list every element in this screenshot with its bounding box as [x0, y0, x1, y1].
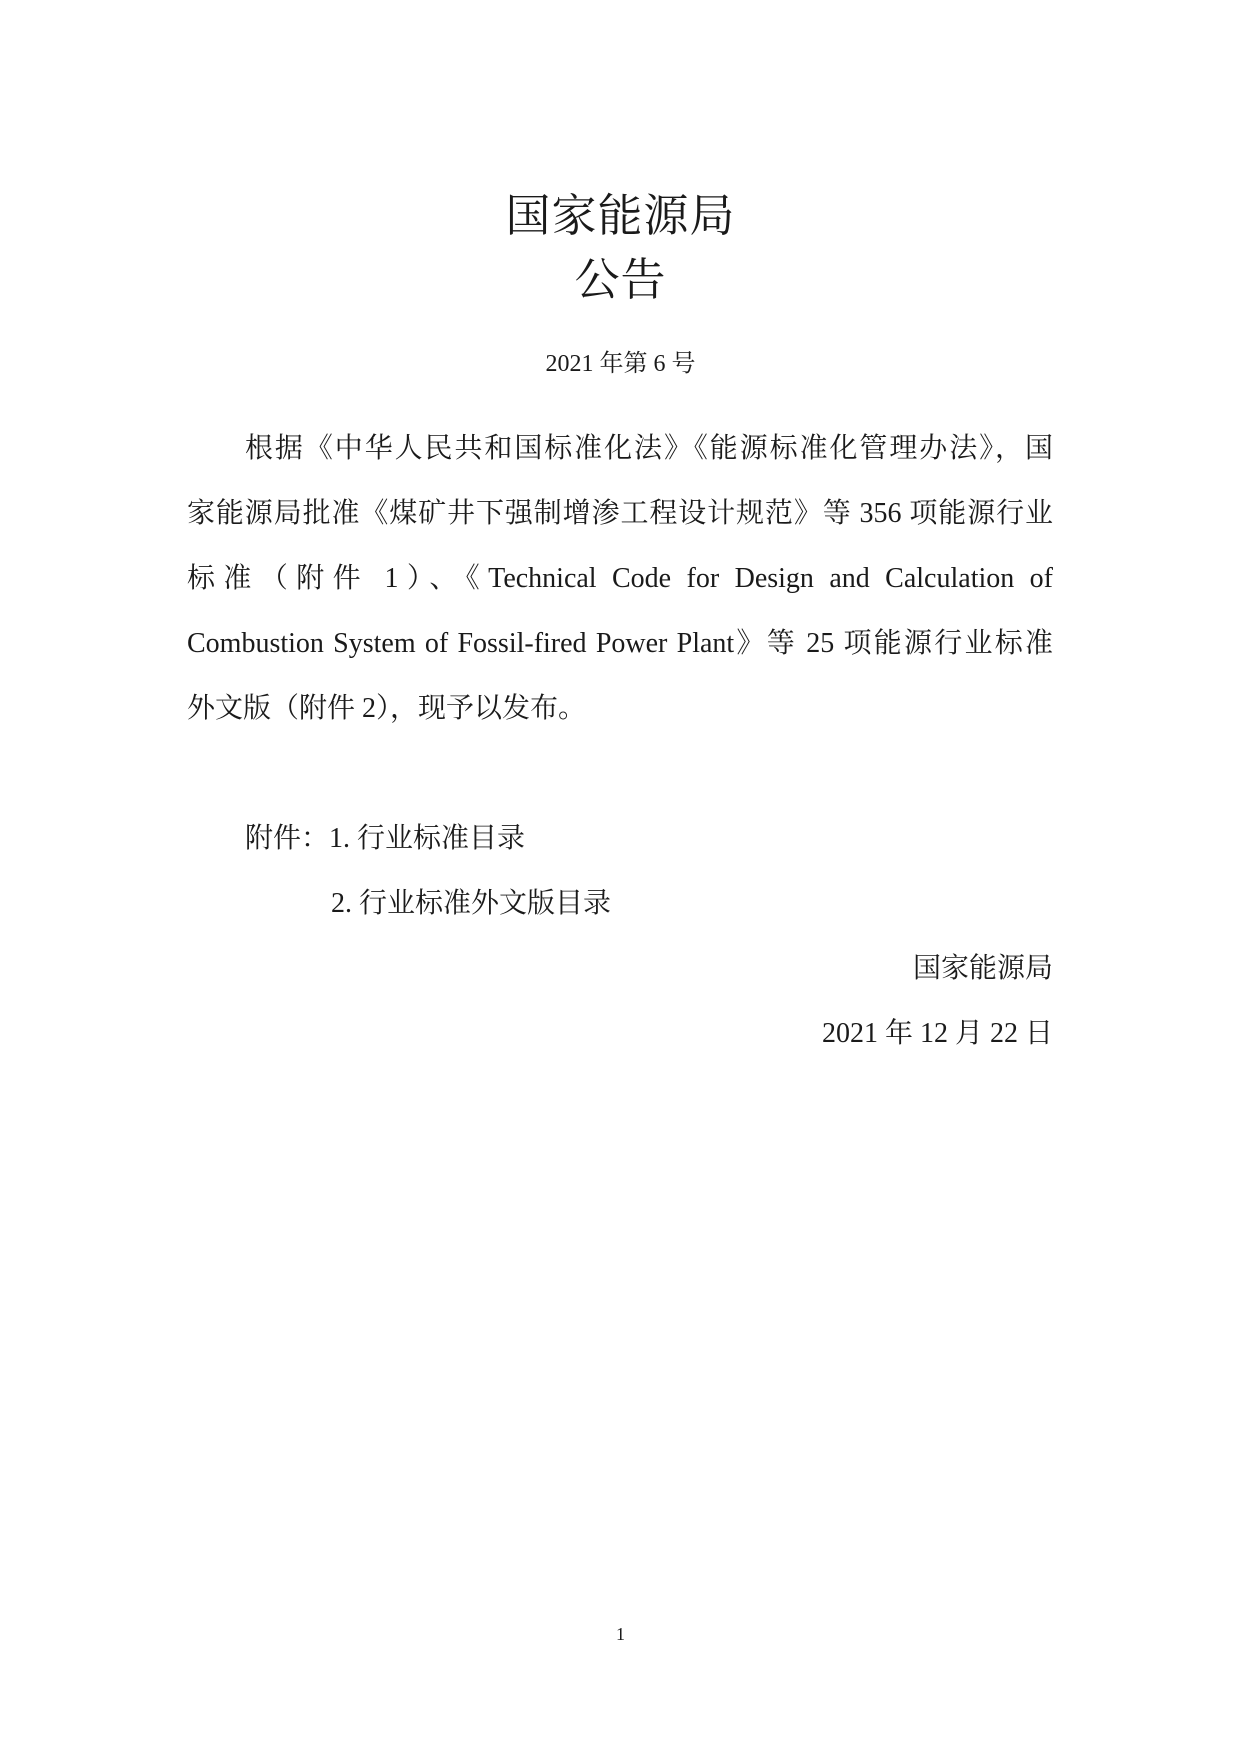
body-line-4: Combustion System of Fossil-fired Power Plant》等 25 项能源行业标准 — [187, 628, 1053, 659]
notice-title: 公告 — [574, 253, 667, 306]
body-line-2: 家能源局批准《煤矿井下强制增渗工程设计规范》等 356 项能源行业 — [187, 498, 1053, 529]
body-line-3: 标准（附件 1）、《Technical Code for Design and Calculation of — [187, 563, 1053, 594]
attachment-item-2: 2. 行业标准外文版目录 — [331, 888, 612, 919]
page-number: 1 — [616, 1624, 625, 1644]
attachment-item-1: 附件：1. 行业标准目录 — [245, 823, 526, 854]
signature-organization: 国家能源局 — [912, 953, 1053, 984]
body-line-5: 外文版（附件 2），现予以发布。 — [187, 693, 587, 724]
body-line-1: 根据《中华人民共和国标准化法》《能源标准化管理办法》，国 — [245, 433, 1053, 464]
issuing-organization-title: 国家能源局 — [505, 189, 736, 242]
signature-date: 2021 年 12 月 22 日 — [821, 1018, 1053, 1049]
document-number: 2021 年第 6 号 — [545, 351, 696, 377]
